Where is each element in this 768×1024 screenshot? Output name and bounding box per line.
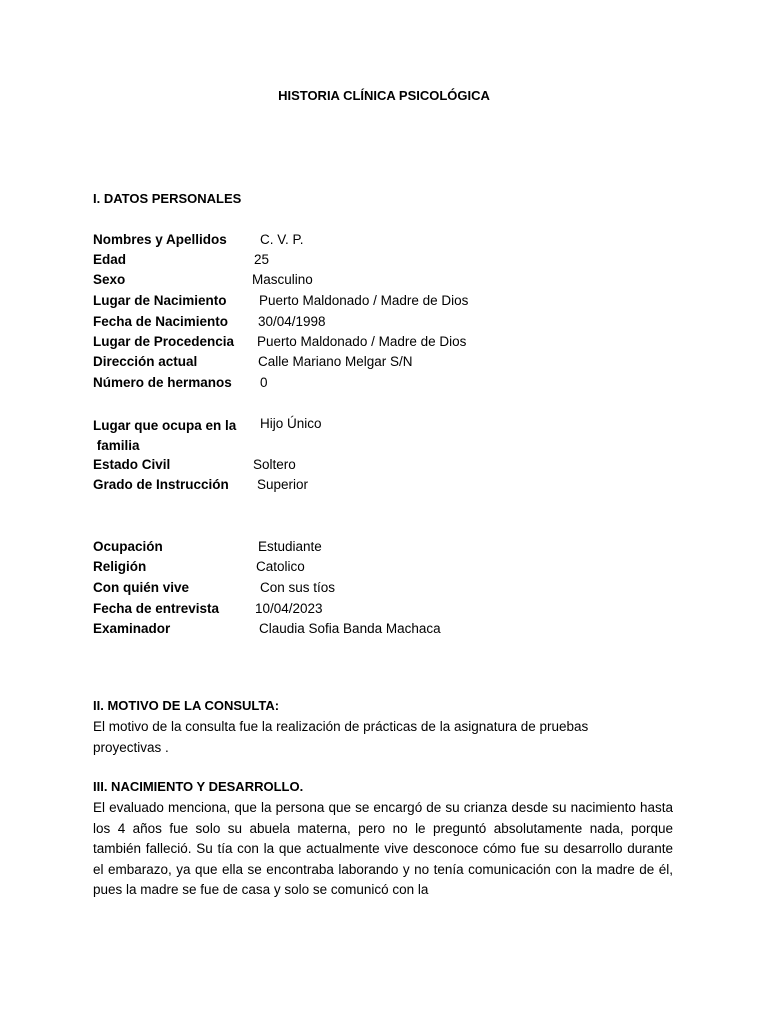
- field-value: C. V. P.: [260, 232, 304, 247]
- field-value: 25: [254, 252, 270, 267]
- field-label: Religión: [93, 559, 147, 574]
- field-label: Ocupación: [93, 539, 163, 554]
- field-label: Número de hermanos: [93, 375, 232, 390]
- field-label: Con quién vive: [93, 580, 190, 595]
- paragraph-nacimiento-desarrollo: El evaluado menciona, que la persona que se encargó de su crianza desde su nacimiento hasta los 4 años fue solo su abuela materna, pero no le preguntó absolutamente nada, porque también falleció. Su tía con la que actualmente vive desconoce cómo fue su desarrollo durante el embarazo, ya que ella se encontraba laborando y no tenía comunicación con la madre de él, pues la madre se fue de casa y solo se comunicó con la: [93, 800, 673, 897]
- field-value: 0: [260, 375, 268, 390]
- field-label: Examinador: [93, 621, 171, 636]
- section-heading-datos-personales: I. DATOS PERSONALES: [93, 191, 242, 206]
- field-label: Sexo: [93, 272, 126, 287]
- field-value: Hijo Único: [260, 416, 322, 431]
- field-value: Catolico: [256, 559, 305, 574]
- field-label: Fecha de Nacimiento: [93, 314, 229, 329]
- field-label: Fecha de entrevista: [93, 601, 220, 616]
- field-label: Edad: [93, 252, 127, 267]
- field-label: Lugar de Nacimiento: [93, 293, 227, 308]
- field-value: Superior: [257, 477, 309, 492]
- field-value: Estudiante: [258, 539, 322, 554]
- field-label: Estado Civil: [93, 457, 171, 472]
- field-value: Claudia Sofia Banda Machaca: [259, 621, 441, 636]
- section-heading-nacimiento-desarrollo: III. NACIMIENTO Y DESARROLLO.: [93, 779, 304, 794]
- section-heading-motivo-consulta: II. MOTIVO DE LA CONSULTA:: [93, 698, 280, 713]
- field-value: Con sus tíos: [260, 580, 336, 595]
- field-label: Dirección actual: [93, 354, 198, 369]
- field-label-line2: familia: [93, 438, 140, 453]
- field-value: Puerto Maldonado / Madre de Dios: [259, 293, 469, 308]
- field-value: Calle Mariano Melgar S/N: [258, 354, 413, 369]
- paragraph-motivo-consulta: El motivo de la consulta fue la realización de prácticas de la asignatura de pruebas proyectivas .: [93, 719, 589, 755]
- field-label: Nombres y Apellidos: [93, 232, 227, 247]
- field-value: Masculino: [252, 272, 313, 287]
- field-label: [93, 416, 236, 456]
- document-title: HISTORIA CLÍNICA PSICOLÓGICA: [278, 88, 490, 103]
- field-label-line1: Lugar que ocupa en la: [93, 418, 237, 433]
- field-value: Soltero: [253, 457, 296, 472]
- field-value: Puerto Maldonado / Madre de Dios: [257, 334, 467, 349]
- field-value: 30/04/1998: [258, 314, 326, 329]
- field-value: 10/04/2023: [255, 601, 323, 616]
- field-label: Grado de Instrucción: [93, 477, 229, 492]
- field-label: Lugar de Procedencia: [93, 334, 235, 349]
